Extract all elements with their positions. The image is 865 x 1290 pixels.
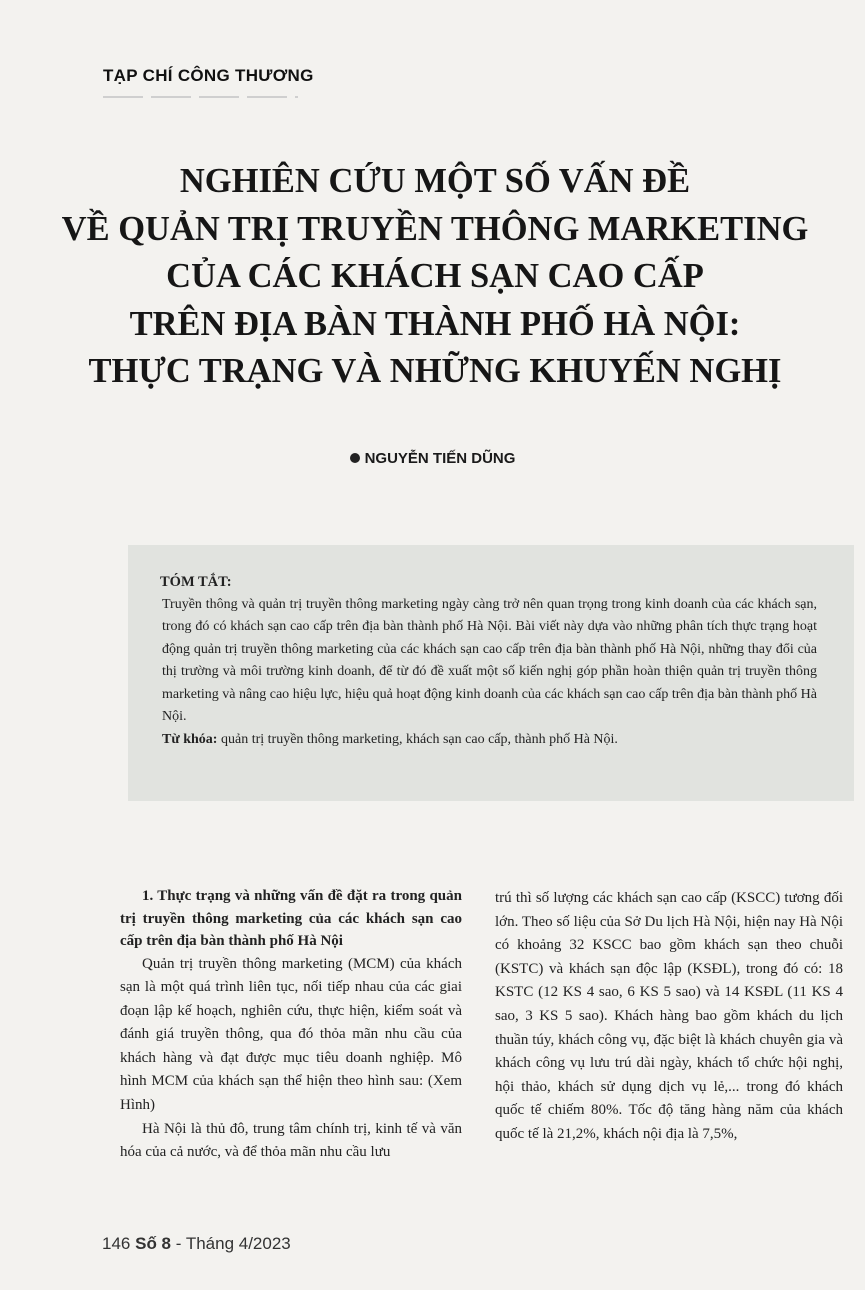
abstract-content xyxy=(162,571,817,751)
title-line: TRÊN ĐỊA BÀN THÀNH PHỐ HÀ NỘI: xyxy=(129,304,741,343)
left-column xyxy=(120,885,462,1165)
abstract-label: TÓM TẮT: xyxy=(160,574,232,590)
journal-rule-divider xyxy=(103,96,298,98)
keywords-text: quản trị truyền thông marketing, khách sạn cao cấp, thành phố Hà Nội. xyxy=(220,731,618,747)
title-line: VỀ QUẢN TRỊ TRUYỀN THÔNG MARKETING xyxy=(61,209,809,248)
abstract-box xyxy=(128,545,854,801)
paragraph: trú thì số lượng các khách sạn cao cấp (KSCC) tương đối lớn. Theo số liệu của Sở Du lịch Hà Nội, hiện nay Hà Nội có khoảng 32 KSCC bao gồm khách sạn theo chuỗi (KSTC) và khách sạn độc lập (KSĐL), trong đó có: 18 KSTC (12 KS 4 sao, 6 KS 5 sao) và 14 KSĐL (11 KS 4 sao, 3 KS 5 sao). Khách hàng bao gồm khách du lịch thuần túy, khách công vụ, đặc biệt là khách chuyên gia và khách công vụ lưu trú dài ngày, khách tổ chức hội nghị, hội thảo, khách sử dụng dịch vụ lẻ,... trong đó khách quốc tế chiếm 80%. Tốc độ tăng hàng năm của khách quốc tế là 21,2%, khách nội địa là 7,5%, xyxy=(495,890,843,1142)
keywords-label: Từ khóa: xyxy=(162,731,218,747)
issue-number: Số 8 xyxy=(135,1234,172,1253)
issue-date: Tháng 4/2023 xyxy=(185,1234,291,1253)
title-line: CỦA CÁC KHÁCH SẠN CAO CẤP xyxy=(166,257,704,295)
paragraph: Hà Nội là thủ đô, trung tâm chính trị, kinh tế và văn hóa của cả nước, và để thỏa mãn nhu cầu lưu xyxy=(120,1120,462,1161)
abstract-body: Truyền thông và quản trị truyền thông marketing ngày càng trở nên quan trọng trong kinh doanh của các khách sạn, trong đó có khách sạn cao cấp trên địa bàn thành phố Hà Nội. Bài viết này dựa vào những phân tích thực trạng hoạt động quản trị truyền thông marketing của các khách sạn cao cấp trên địa bàn thành phố Hà Nội, những thay đổi của thị trường và môi trường kinh doanh, để từ đó đề xuất một số kiến nghị góp phần hoàn thiện quản trị truyền thông marketing và nâng cao hiệu lực, hiệu quả hoạt động kinh doanh của các khách sạn cao cấp trên địa bàn thành phố Hà Nội. xyxy=(162,596,817,724)
page-number: 146 xyxy=(102,1234,131,1253)
page-footer xyxy=(102,1234,291,1254)
keywords-line xyxy=(162,729,817,752)
author-line xyxy=(0,450,865,467)
author-name: NGUYỄN TIẾN DŨNG xyxy=(364,450,516,467)
title-line: THỰC TRẠNG VÀ NHỮNG KHUYẾN NGHỊ xyxy=(88,352,782,390)
right-column xyxy=(495,887,843,1147)
section-heading: 1. Thực trạng và những vấn đề đặt ra trong quản trị truyền thông marketing của các khách sạn cao cấp trên địa bàn thành phố Hà Nội xyxy=(120,888,462,949)
paragraph: Quản trị truyền thông marketing (MCM) của khách sạn là một quá trình liên tục, nối tiếp nhau của các giai đoạn lập kế hoạch, nghiên cứu, thực hiện, kiểm soát và đánh giá truyền thông, qua đó thỏa mãn nhu cầu của khách hàng và đạt được mục tiêu doanh nghiệp. Mô hình MCM của khách sạn thể hiện theo hình sau: (Xem Hình) xyxy=(120,955,462,1114)
journal-name: TẠP CHÍ CÔNG THƯƠNG xyxy=(103,66,314,85)
bullet-icon xyxy=(350,453,360,463)
article-title xyxy=(60,158,810,396)
title-line: NGHIÊN CỨU MỘT SỐ VẤN ĐỀ xyxy=(179,162,691,200)
footer-separator: - xyxy=(171,1234,186,1253)
